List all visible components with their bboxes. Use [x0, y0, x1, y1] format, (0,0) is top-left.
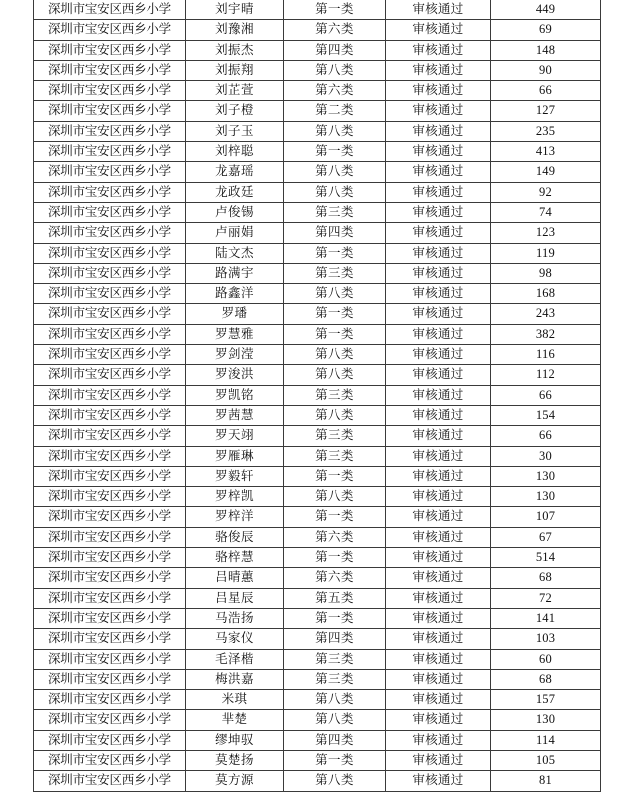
- cell-school: 深圳市宝安区西乡小学: [34, 446, 186, 466]
- cell-review-status: 审核通过: [386, 487, 491, 507]
- table-row: [34, 101, 601, 121]
- cell-review-status: 审核通过: [386, 466, 491, 486]
- cell-score: 449: [491, 0, 601, 20]
- cell-school: 深圳市宝安区西乡小学: [34, 40, 186, 60]
- cell-school: 深圳市宝安区西乡小学: [34, 568, 186, 588]
- table-row: [34, 649, 601, 669]
- cell-score: 514: [491, 548, 601, 568]
- cell-score: 74: [491, 202, 601, 222]
- cell-review-status: 审核通过: [386, 730, 491, 750]
- cell-score: 141: [491, 608, 601, 628]
- cell-review-status: 审核通过: [386, 771, 491, 791]
- cell-school: 深圳市宝安区西乡小学: [34, 324, 186, 344]
- cell-school: 深圳市宝安区西乡小学: [34, 182, 186, 202]
- cell-category: 第五类: [284, 588, 386, 608]
- cell-student-name: 骆梓慧: [186, 548, 284, 568]
- table-row: [34, 405, 601, 425]
- cell-student-name: 芈楚: [186, 710, 284, 730]
- table-row: [34, 182, 601, 202]
- cell-school: 深圳市宝安区西乡小学: [34, 385, 186, 405]
- table-row: [34, 142, 601, 162]
- cell-student-name: 毛泽楷: [186, 649, 284, 669]
- cell-score: 30: [491, 446, 601, 466]
- cell-school: 深圳市宝安区西乡小学: [34, 142, 186, 162]
- cell-category: 第六类: [284, 568, 386, 588]
- table-row: [34, 466, 601, 486]
- cell-school: 深圳市宝安区西乡小学: [34, 263, 186, 283]
- cell-review-status: 审核通过: [386, 365, 491, 385]
- table-row: [34, 446, 601, 466]
- cell-review-status: 审核通过: [386, 690, 491, 710]
- cell-category: 第八类: [284, 162, 386, 182]
- cell-review-status: 审核通过: [386, 446, 491, 466]
- cell-student-name: 罗慧雅: [186, 324, 284, 344]
- cell-review-status: 审核通过: [386, 284, 491, 304]
- cell-category: 第一类: [284, 750, 386, 770]
- cell-review-status: 审核通过: [386, 507, 491, 527]
- table-row: [34, 608, 601, 628]
- cell-student-name: 龙嘉瑶: [186, 162, 284, 182]
- cell-student-name: 刘振杰: [186, 40, 284, 60]
- cell-student-name: 吕晴蕙: [186, 568, 284, 588]
- cell-school: 深圳市宝安区西乡小学: [34, 121, 186, 141]
- cell-review-status: 审核通过: [386, 568, 491, 588]
- cell-school: 深圳市宝安区西乡小学: [34, 750, 186, 770]
- cell-category: 第四类: [284, 629, 386, 649]
- cell-school: 深圳市宝安区西乡小学: [34, 405, 186, 425]
- cell-review-status: 审核通过: [386, 40, 491, 60]
- table-row: [34, 730, 601, 750]
- cell-school: 深圳市宝安区西乡小学: [34, 426, 186, 446]
- table-row: [34, 324, 601, 344]
- cell-student-name: 刘子玉: [186, 121, 284, 141]
- cell-review-status: 审核通过: [386, 202, 491, 222]
- table-row: [34, 0, 601, 20]
- table-row: [34, 385, 601, 405]
- cell-score: 154: [491, 405, 601, 425]
- cell-student-name: 罗梓凯: [186, 487, 284, 507]
- cell-score: 112: [491, 365, 601, 385]
- cell-school: 深圳市宝安区西乡小学: [34, 243, 186, 263]
- cell-school: 深圳市宝安区西乡小学: [34, 466, 186, 486]
- table-row: [34, 568, 601, 588]
- cell-review-status: 审核通过: [386, 121, 491, 141]
- cell-review-status: 审核通过: [386, 629, 491, 649]
- cell-category: 第八类: [284, 771, 386, 791]
- cell-student-name: 骆俊辰: [186, 527, 284, 547]
- cell-score: 66: [491, 81, 601, 101]
- cell-score: 243: [491, 304, 601, 324]
- cell-school: 深圳市宝安区西乡小学: [34, 0, 186, 20]
- enrollment-roster-table: [33, 0, 601, 792]
- cell-school: 深圳市宝安区西乡小学: [34, 60, 186, 80]
- cell-student-name: 陆文杰: [186, 243, 284, 263]
- cell-category: 第六类: [284, 527, 386, 547]
- table-row: [34, 629, 601, 649]
- cell-student-name: 罗璠: [186, 304, 284, 324]
- cell-review-status: 审核通过: [386, 162, 491, 182]
- cell-student-name: 罗雁琳: [186, 446, 284, 466]
- cell-school: 深圳市宝安区西乡小学: [34, 223, 186, 243]
- cell-category: 第一类: [284, 608, 386, 628]
- cell-review-status: 审核通过: [386, 588, 491, 608]
- cell-student-name: 缪坤驭: [186, 730, 284, 750]
- cell-category: 第八类: [284, 60, 386, 80]
- roster-table-body: [34, 0, 601, 791]
- table-row: [34, 202, 601, 222]
- cell-school: 深圳市宝安区西乡小学: [34, 304, 186, 324]
- cell-score: 382: [491, 324, 601, 344]
- cell-category: 第八类: [284, 487, 386, 507]
- cell-score: 127: [491, 101, 601, 121]
- cell-category: 第一类: [284, 304, 386, 324]
- cell-review-status: 审核通过: [386, 345, 491, 365]
- table-row: [34, 548, 601, 568]
- cell-score: 67: [491, 527, 601, 547]
- table-row: [34, 223, 601, 243]
- cell-category: 第三类: [284, 426, 386, 446]
- cell-score: 66: [491, 426, 601, 446]
- cell-review-status: 审核通过: [386, 608, 491, 628]
- table-row: [34, 284, 601, 304]
- cell-review-status: 审核通过: [386, 20, 491, 40]
- cell-category: 第四类: [284, 730, 386, 750]
- cell-review-status: 审核通过: [386, 426, 491, 446]
- table-row: [34, 588, 601, 608]
- cell-category: 第八类: [284, 284, 386, 304]
- cell-review-status: 审核通过: [386, 182, 491, 202]
- table-row: [34, 304, 601, 324]
- cell-school: 深圳市宝安区西乡小学: [34, 730, 186, 750]
- cell-score: 68: [491, 669, 601, 689]
- cell-score: 168: [491, 284, 601, 304]
- cell-review-status: 审核通过: [386, 142, 491, 162]
- cell-score: 92: [491, 182, 601, 202]
- cell-school: 深圳市宝安区西乡小学: [34, 487, 186, 507]
- cell-category: 第八类: [284, 121, 386, 141]
- cell-score: 98: [491, 263, 601, 283]
- cell-student-name: 刘梓聪: [186, 142, 284, 162]
- cell-review-status: 审核通过: [386, 649, 491, 669]
- cell-school: 深圳市宝安区西乡小学: [34, 649, 186, 669]
- cell-student-name: 刘宇晴: [186, 0, 284, 20]
- table-row: [34, 162, 601, 182]
- cell-score: 116: [491, 345, 601, 365]
- cell-category: 第一类: [284, 548, 386, 568]
- cell-score: 90: [491, 60, 601, 80]
- table-row: [34, 487, 601, 507]
- cell-category: 第八类: [284, 182, 386, 202]
- cell-score: 60: [491, 649, 601, 669]
- cell-score: 114: [491, 730, 601, 750]
- table-row: [34, 243, 601, 263]
- table-row: [34, 771, 601, 791]
- cell-school: 深圳市宝安区西乡小学: [34, 608, 186, 628]
- cell-category: 第一类: [284, 243, 386, 263]
- cell-student-name: 米琪: [186, 690, 284, 710]
- table-row: [34, 426, 601, 446]
- cell-school: 深圳市宝安区西乡小学: [34, 507, 186, 527]
- cell-score: 72: [491, 588, 601, 608]
- cell-score: 66: [491, 385, 601, 405]
- table-row: [34, 20, 601, 40]
- cell-review-status: 审核通过: [386, 669, 491, 689]
- cell-category: 第三类: [284, 202, 386, 222]
- cell-category: 第三类: [284, 446, 386, 466]
- cell-category: 第一类: [284, 0, 386, 20]
- table-row: [34, 40, 601, 60]
- cell-category: 第八类: [284, 405, 386, 425]
- cell-category: 第一类: [284, 466, 386, 486]
- cell-student-name: 卢俊锡: [186, 202, 284, 222]
- cell-score: 107: [491, 507, 601, 527]
- cell-score: 68: [491, 568, 601, 588]
- cell-score: 105: [491, 750, 601, 770]
- table-row: [34, 750, 601, 770]
- cell-score: 81: [491, 771, 601, 791]
- table-row: [34, 365, 601, 385]
- cell-score: 235: [491, 121, 601, 141]
- cell-score: 130: [491, 710, 601, 730]
- table-row: [34, 60, 601, 80]
- cell-school: 深圳市宝安区西乡小学: [34, 162, 186, 182]
- cell-review-status: 审核通过: [386, 223, 491, 243]
- cell-score: 69: [491, 20, 601, 40]
- cell-category: 第八类: [284, 690, 386, 710]
- cell-review-status: 审核通过: [386, 304, 491, 324]
- cell-student-name: 莫楚扬: [186, 750, 284, 770]
- table-row: [34, 263, 601, 283]
- cell-school: 深圳市宝安区西乡小学: [34, 101, 186, 121]
- cell-review-status: 审核通过: [386, 263, 491, 283]
- cell-student-name: 刘芷萱: [186, 81, 284, 101]
- cell-review-status: 审核通过: [386, 527, 491, 547]
- cell-student-name: 莫方源: [186, 771, 284, 791]
- cell-student-name: 罗梓洋: [186, 507, 284, 527]
- cell-score: 123: [491, 223, 601, 243]
- cell-category: 第二类: [284, 101, 386, 121]
- cell-review-status: 审核通过: [386, 324, 491, 344]
- cell-review-status: 审核通过: [386, 405, 491, 425]
- cell-category: 第八类: [284, 365, 386, 385]
- cell-student-name: 路鑫洋: [186, 284, 284, 304]
- cell-category: 第三类: [284, 263, 386, 283]
- cell-review-status: 审核通过: [386, 0, 491, 20]
- table-row: [34, 345, 601, 365]
- cell-student-name: 卢丽娟: [186, 223, 284, 243]
- table-row: [34, 690, 601, 710]
- cell-school: 深圳市宝安区西乡小学: [34, 345, 186, 365]
- cell-school: 深圳市宝安区西乡小学: [34, 365, 186, 385]
- cell-score: 119: [491, 243, 601, 263]
- table-row: [34, 527, 601, 547]
- cell-category: 第一类: [284, 142, 386, 162]
- cell-student-name: 罗茜慧: [186, 405, 284, 425]
- cell-category: 第四类: [284, 223, 386, 243]
- table-row: [34, 710, 601, 730]
- cell-student-name: 罗凯铭: [186, 385, 284, 405]
- cell-category: 第四类: [284, 40, 386, 60]
- cell-school: 深圳市宝安区西乡小学: [34, 588, 186, 608]
- table-row: [34, 81, 601, 101]
- cell-review-status: 审核通过: [386, 243, 491, 263]
- cell-school: 深圳市宝安区西乡小学: [34, 202, 186, 222]
- cell-student-name: 罗天翊: [186, 426, 284, 446]
- cell-school: 深圳市宝安区西乡小学: [34, 629, 186, 649]
- cell-review-status: 审核通过: [386, 710, 491, 730]
- cell-student-name: 马家仪: [186, 629, 284, 649]
- cell-category: 第三类: [284, 649, 386, 669]
- table-row: [34, 121, 601, 141]
- cell-score: 130: [491, 487, 601, 507]
- cell-student-name: 罗剑滢: [186, 345, 284, 365]
- cell-school: 深圳市宝安区西乡小学: [34, 710, 186, 730]
- cell-review-status: 审核通过: [386, 385, 491, 405]
- cell-school: 深圳市宝安区西乡小学: [34, 284, 186, 304]
- cell-school: 深圳市宝安区西乡小学: [34, 669, 186, 689]
- cell-score: 103: [491, 629, 601, 649]
- cell-school: 深圳市宝安区西乡小学: [34, 527, 186, 547]
- cell-student-name: 吕星辰: [186, 588, 284, 608]
- cell-review-status: 审核通过: [386, 60, 491, 80]
- cell-review-status: 审核通过: [386, 548, 491, 568]
- cell-category: 第一类: [284, 324, 386, 344]
- cell-student-name: 罗毅轩: [186, 466, 284, 486]
- cell-category: 第八类: [284, 710, 386, 730]
- cell-review-status: 审核通过: [386, 750, 491, 770]
- cell-school: 深圳市宝安区西乡小学: [34, 771, 186, 791]
- cell-review-status: 审核通过: [386, 81, 491, 101]
- cell-school: 深圳市宝安区西乡小学: [34, 81, 186, 101]
- cell-student-name: 路满宇: [186, 263, 284, 283]
- cell-category: 第六类: [284, 81, 386, 101]
- cell-category: 第六类: [284, 20, 386, 40]
- cell-student-name: 罗浚洪: [186, 365, 284, 385]
- cell-score: 149: [491, 162, 601, 182]
- cell-school: 深圳市宝安区西乡小学: [34, 548, 186, 568]
- cell-score: 157: [491, 690, 601, 710]
- cell-school: 深圳市宝安区西乡小学: [34, 690, 186, 710]
- cell-student-name: 刘豫湘: [186, 20, 284, 40]
- cell-category: 第一类: [284, 507, 386, 527]
- cell-student-name: 龙政廷: [186, 182, 284, 202]
- table-row: [34, 669, 601, 689]
- cell-category: 第八类: [284, 345, 386, 365]
- cell-student-name: 梅洪嘉: [186, 669, 284, 689]
- cell-school: 深圳市宝安区西乡小学: [34, 20, 186, 40]
- table-row: [34, 507, 601, 527]
- cell-score: 413: [491, 142, 601, 162]
- cell-student-name: 马浩扬: [186, 608, 284, 628]
- cell-category: 第三类: [284, 385, 386, 405]
- cell-category: 第三类: [284, 669, 386, 689]
- cell-student-name: 刘子橙: [186, 101, 284, 121]
- cell-review-status: 审核通过: [386, 101, 491, 121]
- cell-student-name: 刘振翔: [186, 60, 284, 80]
- cell-score: 130: [491, 466, 601, 486]
- cell-score: 148: [491, 40, 601, 60]
